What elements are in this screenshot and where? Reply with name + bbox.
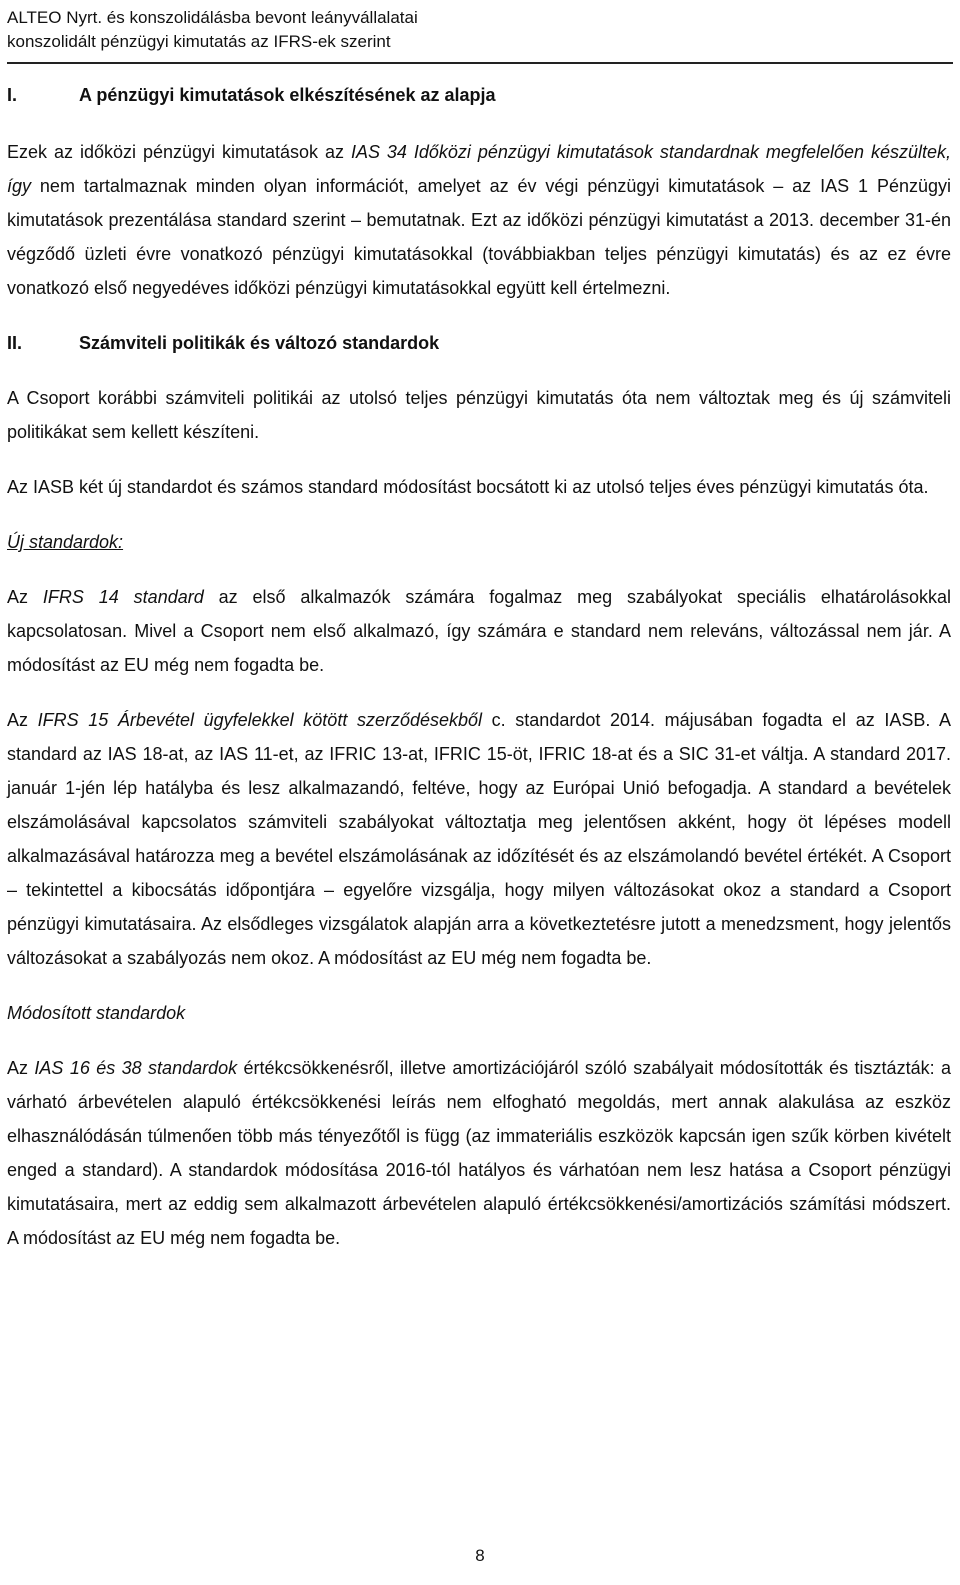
ifrs14-paragraph: [7, 580, 951, 682]
text-run-italic: IAS 16 és 38 standardok: [34, 1058, 238, 1078]
section-2-title: Számviteli politikák és változó standardok: [79, 333, 440, 353]
section-1-number: I.: [7, 85, 18, 105]
header-divider: [7, 62, 953, 64]
text-run: Az: [7, 1058, 35, 1078]
section-1-heading: [7, 78, 951, 112]
text-run-italic: IFRS 14 standard: [42, 587, 204, 607]
text-run: Ezek az időközi pénzügyi kimutatások az: [7, 142, 351, 162]
section-1-paragraph: [7, 135, 951, 305]
text-run: értékcsökkenésről, illetve amortizációjáról szóló szabályait módosították és tisztázták: a várható árbevételen alapuló értékcsökkenési leírás nem elfogható megoldás, mert annak alakulása az eszköz elhasználódásán túlmenően több más tényezőtől is függ (az immateriális eszközök kapcsán igen szűk körben kivételt enged a standard). A standardok módosítása 2016-tól hatályos és várhatóan nem lesz hatása a Csoport pénzügyi kimutatásaira, mert az eddig sem alkalmazott árbevételen alapuló értékcsökkenési/amortizációs számítási módszert. A módosítást az EU még nem fogadta be.: [7, 1058, 951, 1248]
ifrs15-paragraph: [7, 703, 951, 975]
page-number: 8: [475, 1546, 485, 1565]
text-run: az első alkalmazók számára fogalmaz meg szabályokat speciális elhatárolásokkal kapcsolatosan. Mivel a Csoport nem első alkalmazó, így számára e standard nem releváns, változással nem jár. A módosítást az EU még nem fogadta be.: [7, 587, 951, 675]
policy-paragraph: A Csoport korábbi számviteli politikái az utolsó teljes pénzügyi kimutatás óta nem változtak meg és új számviteli politikákat sem kellett készíteni.: [7, 388, 951, 442]
section-2-number: II.: [7, 333, 23, 353]
section-2-heading: [7, 326, 951, 360]
page-header: [7, 6, 953, 64]
text-run: c. standardot 2014. májusában fogadta el az IASB. A standard az IAS 18-at, az IAS 11-et, az IFRIC 13-at, IFRIC 15-öt, IFRIC 18-at és a SIC 31-et váltja. A standard 2017. január 1-jén lép hatályba és lesz alkalmazandó, feltéve, hogy az Európai Unió befogadja. A standard a bevételek elszámolásával kapcsolatos számviteli szabályokat változtatja meg jelentősen akként, hogy öt lépéses modell alkalmazásával határozza meg a bevétel elszámolásának az időzítését és az elszámolandó bevétel értékét. A Csoport – tekintettel a kibocsátás időpontjára – egyelőre vizsgálja, hogy milyen változásokat okoz a standard a Csoport pénzügyi kimutatásaira. Az elsődleges vizsgálatok alapján arra a következtetésre jutott a menedzsment, hogy jelentős változásokat a szabályozás nem okoz. A módosítást az EU még nem fogadta be.: [7, 710, 952, 968]
text-run: Az: [7, 587, 43, 607]
text-run: nem tartalmaznak minden olyan információt, amelyet az év végi pénzügyi kimutatások – az IAS 1 Pénzügyi kimutatások prezentálása standard szerint – bemutatnak. Ezt az időközi pénzügyi kimutatást a 2013. december 31-én végződő üzleti évre vonatkozó pénzügyi kimutatásokkal (továbbiakban teljes pénzügyi kimutatás) és az ez évre vonatkozó első negyedéves időközi pénzügyi kimutatásokkal együtt kell értelmezni.: [7, 176, 951, 298]
header-subtitle: konszolidált pénzügyi kimutatás az IFRS-ek szerint: [7, 32, 391, 51]
iasb-paragraph: Az IASB két új standardot és számos standard módosítást bocsátott ki az utolsó teljes éves pénzügyi kimutatás óta.: [7, 477, 929, 497]
header-company: ALTEO Nyrt. és konszolidálásba bevont leányvállalatai: [7, 8, 418, 27]
modified-standards-heading: Módosított standardok: [7, 1003, 186, 1023]
text-run: Az: [7, 710, 38, 730]
document-body: [7, 78, 951, 1255]
text-run-italic: IFRS 15 Árbevétel ügyfelekkel kötött szerződésekből: [37, 710, 483, 730]
ias16-paragraph: [7, 1051, 951, 1255]
new-standards-heading: Új standardok:: [7, 532, 124, 552]
section-1-title: A pénzügyi kimutatások elkészítésének az alapja: [79, 85, 496, 105]
text-run-italic: IAS 34 Időközi pénzügyi kimutatások standardnak megfelelően készültek, így: [7, 142, 951, 196]
